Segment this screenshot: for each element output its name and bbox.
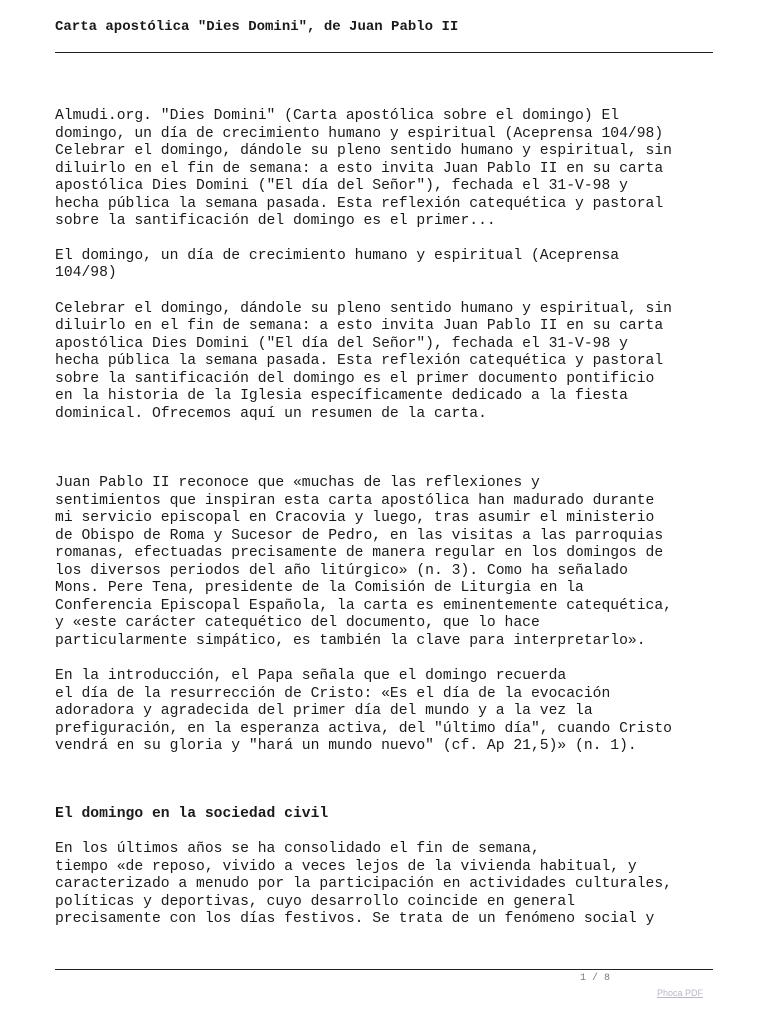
body-paragraph: En los últimos años se ha consolidado el fin de semana, tiempo «de reposo, vivido a veces lejos de la vivienda habitual, y caracterizado a menudo por la participación en actividades culturales, políticas y deportivas, cuyo desarrollo coincide en general precisamente con los días festivos. Se trata de un fenómeno social y (55, 841, 672, 927)
phoca-pdf-watermark-link[interactable]: Phoca PDF (657, 988, 704, 998)
body-paragraph: En la introducción, el Papa señala que el domingo recuerda el día de la resurrección de Cristo: «Es el día de la evocación adoradora y agradecida del primer día del mundo y a la vez la prefiguración, en la esperanza activa, del "último día", cuando Cristo vendrá en su gloria y "hará un mundo nuevo" (cf. Ap 21,5)» (n. 1). (55, 668, 672, 754)
intro-paragraph: Almudi.org. "Dies Domini" (Carta apostólica sobre el domingo) El domingo, un día de crecimiento humano y espiritual (Aceprensa 104/98) Celebrar el domingo, dándole su pleno sentido humano y espiritual, sin diluirlo en el fin de semana: a esto invita Juan Pablo II en su carta apostólica Dies Domini ("El día del Señor"), fechada el 31-V-98 y hecha pública la semana pasada. Esta reflexión catequética y pastoral sobre la santificación del domingo es el primer... (55, 108, 672, 229)
page-footer (55, 969, 713, 994)
body-paragraph: Juan Pablo II reconoce que «muchas de las reflexiones y sentimientos que inspiran esta carta apostólica han madurado durante mi servicio episcopal en Cracovia y luego, tras asumir el ministerio de Obispo de Roma y Sucesor de Pedro, en las visitas a las parroquias romanas, efectuadas precisamente de manera regular en los domingos de los diversos periodos del año litúrgico» (n. 3). Como ha señalado Mons. Pere Tena, presidente de la Comisión de Liturgia en la Conferencia Episcopal Española, la carta es eminentemente catequética, y «este carácter catequético del documento, que lo hace particularmente simpático, es también la clave para interpretarlo». (55, 475, 672, 649)
subtitle-paragraph: El domingo, un día de crecimiento humano y espiritual (Aceprensa 104/98) (55, 247, 620, 281)
document-body (55, 108, 720, 929)
document-title: Carta apostólica "Dies Domini", de Juan Pablo II (55, 19, 459, 35)
lead-paragraph: Celebrar el domingo, dándole su pleno sentido humano y espiritual, sin diluirlo en el fin de semana: a esto invita Juan Pablo II en su carta apostólica Dies Domini ("El día del Señor"), fechada el 31-V-98 y hecha pública la semana pasada. Esta reflexión catequética y pastoral sobre la santificación del domingo es el primer documento pontificio en la historia de la Iglesia específicamente dedicado a la fiesta dominical. Ofrecemos aquí un resumen de la carta. (55, 300, 672, 422)
section-heading: El domingo en la sociedad civil (55, 805, 329, 822)
page-number: 1 / 8 (580, 973, 611, 984)
page-header (55, 14, 713, 53)
